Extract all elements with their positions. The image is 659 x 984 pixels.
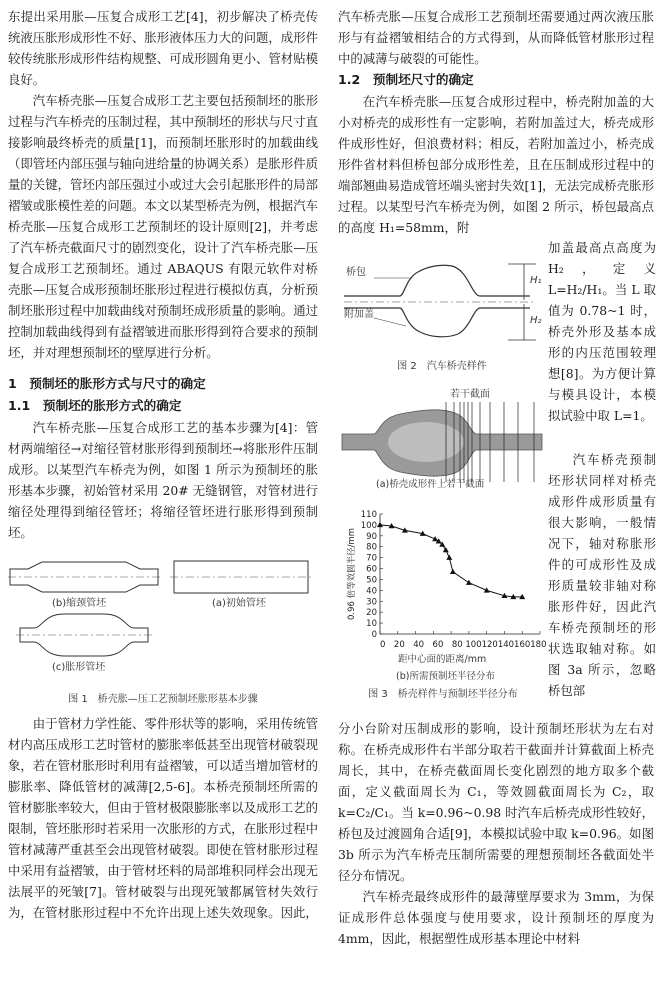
figure-3a-drawing xyxy=(340,398,544,484)
figure-1-label-b: (b)缩颈管坯 xyxy=(52,598,107,609)
chart-x-tick-labels: 0 20 40 60 80 100120140160180 xyxy=(380,640,547,650)
figure-1-label-c: (c)胀形管坯 xyxy=(52,662,106,673)
y-tick-label: 70 xyxy=(366,553,377,564)
wrapped-paragraph-1: 加盖最高点高度为 H₂，定义 L=H₂/H₁。当 L 取值为 0.78~1 时，桥壳外形及基本成形的内压范围较理想[8]。为方便计算与模具设计，本模拟试验中取 L=1。 xyxy=(548,240,656,423)
bulged-tube-shape xyxy=(16,614,152,656)
wrapped-paragraph-2: 汽车桥壳预制坯形状同样对桥壳成形件成形质量有很大影响，一般情况下，轴对称胀形件的可成形性及成形质量较非轴对称胀形件好，因此汽车桥壳预制坯的形状选取轴对称。如图 3a 所示，忽略桥包部 xyxy=(548,452,656,698)
y-tick-label: 90 xyxy=(366,531,377,542)
data-point xyxy=(450,569,456,574)
paragraph: 汽车桥壳胀—压复合成形工艺的基本步骤为[4]：管材两端缩径→对缩径管材胀形得到预制坯→将胀形件压制成形。以某型汽车桥壳为例，如图 1 所示为预制坯的胀形基本步骤，初始管材采用 20# 无缝钢管，对管材进行缩径处理得到缩径管坯；将缩径管坯进行胀形得到预制坯。 xyxy=(8,420,318,540)
figure-1 xyxy=(8,557,318,689)
figure-3a xyxy=(340,388,544,492)
paragraph: 由于管材力学性能、零件形状等的影响，采用传统管材内高压成形工艺时管材的膨胀率低甚至出现管材破裂现象，若在管材胀形时利用有益褶皱，可以适当增加管材的膨胀率、降低管材的减薄[2,5-6]。本桥壳预制坯所需的管材膨胀率较大，但由于管材极限膨胀率以及成形工艺的限制，管坯胀形时若采用一次胀形的方式，在胀形过程中管材减薄严重甚至会出现管材破裂。即使在管材胀形过程中采用有益褶皱，由于管材坯料的局部堆积同样会出现无法展平的死皱[7]。管材破裂与出现死皱都属管材失效行为，在管材胀形过程中不允许出现上述失效现象。因此， xyxy=(8,716,318,920)
right-column-bottom xyxy=(338,718,654,949)
paragraph: 汽车桥壳胀—压复合成形工艺主要包括预制坯的胀形过程与汽车桥壳的压制过程，其中预制坯的形状与尺寸直接影响最终桥壳的质量[1]，而预制坯胀形时的加载曲线（即管坯内部压强与轴向进给量的协调关系）是胀形件质量的关键，管坯内部压强过小或过大会引起胀形件的局部褶皱或胀模性差的问题。本文以某型桥壳为例，根据汽车桥壳胀—压复合成形工艺预制坯的设计原则[2]，并考虑了汽车桥壳截面尺寸的剧烈变化，设计了汽车桥壳胀—压复合成形工艺预制坯。通过 ABAQUS 有限元软件对桥壳胀—压复合成形预制坯胀形过程进行模拟仿真，分析预制坯胀形过程中加载曲线对预制坯成形质量的影响。通过控制加载曲线得到有益褶皱进而胀形得到符合要求的预制坯，并对理想预制坯的壁厚进行分析。 xyxy=(8,93,318,360)
initial-tube-shape xyxy=(170,561,314,593)
series-line xyxy=(380,525,522,597)
data-point xyxy=(377,522,383,527)
y-tick-label: 10 xyxy=(366,619,377,630)
y-tick-label: 30 xyxy=(366,597,377,608)
paragraph: 东提出采用胀—压复合成形工艺[4]，初步解决了桥壳传统液压胀形成形性不好、胀形液体压力大的问题，成形件较传统胀形成形件结构规整、可成形圆角更小、管材贴模良好。 xyxy=(8,9,318,87)
y-axis-label: 0.96 倍等效圆半径/mm xyxy=(347,527,357,621)
paragraph: 汽车桥壳胀—压复合成形工艺预制坯需要通过两次液压胀形与有益褶皱相结合的方式得到，从而降低管材胀形过程中的减薄与破裂的可能性。 xyxy=(338,9,654,66)
y-tick-label: 0 xyxy=(371,630,377,640)
data-point xyxy=(466,580,472,585)
figure-3a-caption: (a)桥壳成形件上若干截面 xyxy=(376,479,485,490)
figure-2-drawing xyxy=(340,256,544,356)
paragraph: 汽车桥壳最终成形件的最薄壁厚要求为 3mm，为保证成形件总体强度与使用要求，设计预制坯的厚度为 4mm，因此，根据塑性成形基本理论中材料 xyxy=(338,889,654,946)
paragraph: 在汽车桥壳胀—压复合成形过程中，桥壳附加盖的大小对桥壳的成形性有一定影响，若附加盖过大，桥壳成形件成形性好，但浪费材料；相反，若附加盖过小，桥壳成形件省材料但桥包部分成形性差，且在压制成形过程中的端部翘曲易造成管坯端头密封失效[1]，无法完成桥壳胀形过程。以某型号汽车桥壳为例，如图 2 所示，桥包最高点的高度 H₁=58mm，附 xyxy=(338,94,654,235)
y-tick-label: 40 xyxy=(366,586,377,597)
figure-3-caption: 图 3 桥壳样件与预制坯半径分布 xyxy=(368,689,518,700)
right-column xyxy=(338,6,654,238)
figure-1-label-a: (a)初始管坯 xyxy=(212,598,266,609)
y-tick-label: 60 xyxy=(366,564,377,575)
figure-2-label-cover: 附加盖 xyxy=(344,309,374,320)
left-column xyxy=(8,6,318,923)
data-point xyxy=(446,555,452,560)
subsection-heading: 1.2 预制坯尺寸的确定 xyxy=(338,72,474,87)
y-tick-label: 100 xyxy=(360,520,377,531)
data-point xyxy=(443,547,449,552)
figure-2 xyxy=(340,256,544,372)
chart-x-label: 距中心面的距离/mm xyxy=(398,654,487,665)
figure-2-label-h1: H₁ xyxy=(530,275,542,286)
subsection-heading: 1.1 预制坯的胀形方式的确定 xyxy=(8,398,182,413)
figure-2-label-bag: 桥包 xyxy=(346,267,366,278)
figure-1-caption: 图 1 桥壳胀—压工艺预制坯胀形基本步骤 xyxy=(68,694,258,705)
figure-3b xyxy=(340,508,546,704)
y-tick-label: 20 xyxy=(366,608,377,619)
figure-2-caption: 图 2 汽车桥壳样件 xyxy=(397,361,487,372)
figure-3a-label-sections: 若干截面 xyxy=(450,389,490,400)
section-heading: 1 预制坯的胀形方式与尺寸的确定 xyxy=(8,376,206,391)
necked-tube-shape xyxy=(8,562,160,592)
y-tick-label: 110 xyxy=(360,510,377,520)
y-tick-label: 50 xyxy=(366,575,377,586)
paragraph: 分小台阶对压制成形的影响，设计预制坯形状为左右对称。在桥壳成形件右半部分取若干截面并计算截面上桥壳周长，其中，在桥壳截面周长变化剧烈的地方取多个截面，定义截面周长为 C₁，等效圆截面周长为 C₂，取 k=C₂/C₁。当 k=0.96~0.98 时汽车后桥壳成形性较好，桥包及过渡圆角合适[9]，本模拟试验中取 k=0.96。如图 3b 所示为汽车桥壳压制所需要的理想预制坯各截面处半径分布情况。 xyxy=(338,721,654,883)
figure-2-label-h2: H₂ xyxy=(530,315,542,326)
y-tick-label: 80 xyxy=(366,542,377,553)
figure-3b-caption: (b)所需预制坯半径分布 xyxy=(396,671,495,682)
